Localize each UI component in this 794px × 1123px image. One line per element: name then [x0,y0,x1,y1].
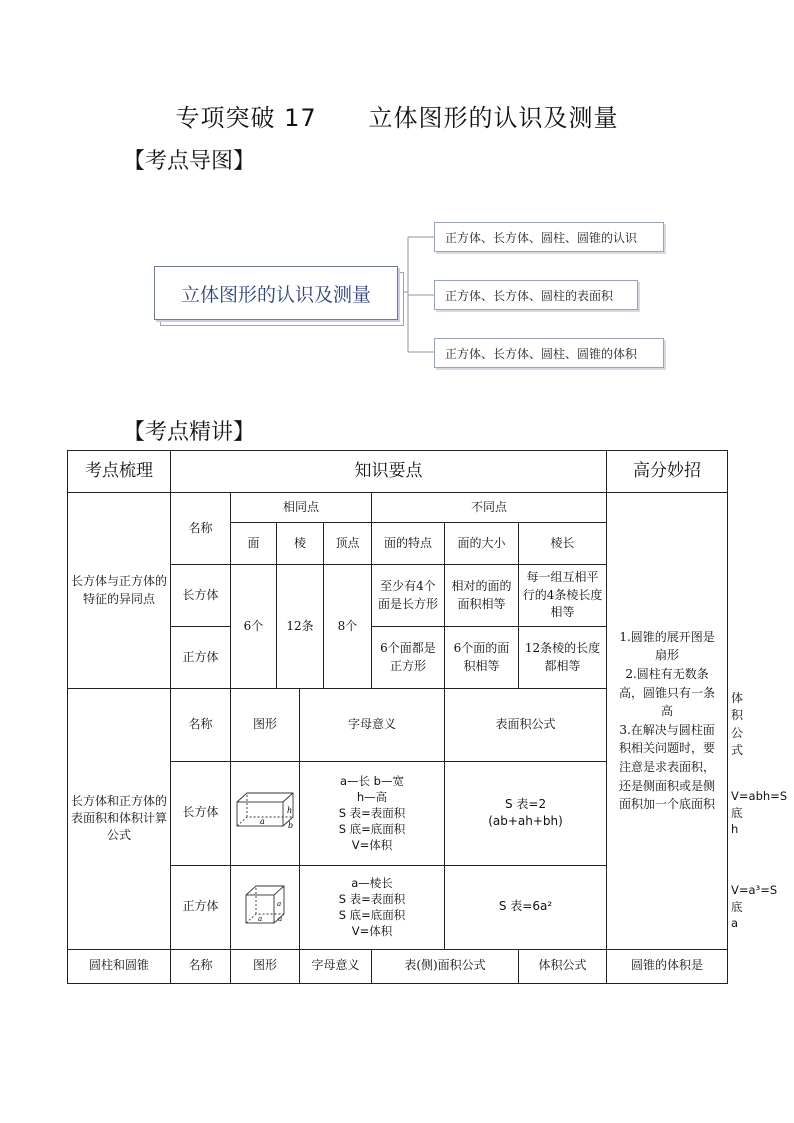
sec2-col-area: 表面积公式 [445,689,607,762]
sec1-same-header: 相同点 [231,493,372,523]
sec1-diff-header: 不同点 [372,493,607,523]
sec3-col-volume: 体积公式 [519,949,607,983]
cube-meanings [300,865,445,949]
cube-figure-svg [242,882,288,926]
fig-label: a [260,817,265,827]
row-name: 正方体 [171,627,231,689]
area-line: (ab+ah+bh) [488,814,563,829]
meaning-line: S 底=底面积 [338,822,406,837]
sec2-col-figure: 图形 [231,689,300,762]
row-name: 长方体 [171,565,231,627]
mindmap-connectors [0,0,794,400]
cuboid-area [445,761,607,865]
col-face: 面 [231,523,277,565]
header-knowledge: 知识要点 [171,451,607,493]
header-tips: 高分妙招 [607,451,728,493]
cell-edge: 12条棱的长度都相等 [519,627,607,689]
col-edge: 棱 [277,523,324,565]
meaning-line: S 底=底面积 [338,908,406,923]
sec2-col-name: 名称 [171,689,231,762]
header-points: 考点梳理 [68,451,171,493]
fig-label: a [258,915,263,924]
meaning-line: S 表=表面积 [338,891,406,906]
sec3-col-meaning: 字母意义 [300,949,372,983]
sec1-label: 长方体与正方体的特征的异同点 [68,493,171,689]
shared-edges: 12条 [277,565,324,689]
meaning-line: a—棱长 [351,875,393,890]
meaning-line: V=体积 [351,838,393,853]
col-face-feature: 面的特点 [372,523,445,565]
meaning-line: V=体积 [351,924,393,939]
col-face-size: 面的大小 [445,523,519,565]
mindmap-branch: 正方体、长方体、圆柱、圆锥的认识 [434,222,664,252]
meaning-line: S 表=表面积 [338,806,406,821]
shared-vertices: 8个 [324,565,372,689]
col-vertex: 顶点 [324,523,372,565]
sec3-label: 圆柱和圆锥 [68,949,171,983]
cube-area: S 表=6a² [445,865,607,949]
sec3-col-figure: 图形 [231,949,300,983]
cube-name: 正方体 [171,865,231,949]
fig-label: b [288,821,294,831]
mindmap-root: 立体图形的认识及测量 [154,266,398,320]
sec3-col-name: 名称 [171,949,231,983]
cuboid-meanings [300,761,445,865]
cube-figure [231,865,300,949]
sec2-col-meaning: 字母意义 [300,689,445,762]
meaning-line: a—长 b—宽 [339,773,404,788]
meaning-line: h—高 [356,789,388,804]
sec3-col-area: 表(侧)面积公式 [372,949,519,983]
sec3-tip: 圆锥的体积是 [607,949,728,983]
knowledge-table: 考点梳理 知识要点 高分妙招 长方体与正方体的特征的异同点 名称 相同点 不同点 1.圆锥的展开图是扇形 2.圆柱有无数条高，圆锥只有一条高 3.在解决与圆柱面积相关问题时，要注意是求表面积，还是侧面积或是侧面积加一个底面积 面 棱 顶点 面的特点 面的大小 棱长 长方体 6个 12条 8个 至少有4个面是长方形 相对的面的面积相等 每一组互相平行的4条棱长度相等 正方体 6个面都是正方形 6个面的面积相等 12条棱的长度都相等 长方体和正方体的表面积和体积计算公式 名称 图形 字母意义 表面积公式 体积公式 长方体 a b h a—长 b—宽 h—高 S 表=表面积 S 底=底面积 V=体积 S 表=2 (ab+ah+bh) V=abh=S 底 h 正方体 a a a a—棱长 S 表=表面积 S 底=底面积 V=体积 S 表=6a² V=a³=S 底 a 圆柱和圆锥 名称 图形 字母意义 表(侧)面积公式 体积公式 圆锥的体积是 [67,450,728,984]
fig-label: a [278,915,283,924]
guide-heading: 【考点导图】 [123,149,256,174]
sec1-name-header: 名称 [171,493,231,565]
mindmap-branch: 正方体、长方体、圆柱的表面积 [434,280,638,310]
cell-edge: 每一组互相平行的4条棱长度相等 [519,565,607,627]
page-title: 专项突破 17 立体图形的认识及测量 [175,104,619,132]
cell-feature: 至少有4个面是长方形 [372,565,445,627]
fig-label: h [287,806,293,816]
detail-heading: 【考点精讲】 [123,420,256,445]
tips-cell: 1.圆锥的展开图是扇形 2.圆柱有无数条高，圆锥只有一条高 3.在解决与圆柱面积相关问题时，要注意是求表面积，还是侧面积或是侧面积加一个底面积 [607,493,728,950]
mindmap-branch: 正方体、长方体、圆柱、圆锥的体积 [434,338,664,368]
sec2-label: 长方体和正方体的表面积和体积计算公式 [68,689,171,950]
area-line: S 表=2 [504,796,547,811]
cell-feature: 6个面都是正方形 [372,627,445,689]
cell-size: 6个面的面积相等 [445,627,519,689]
col-edge-length: 棱长 [519,523,607,565]
cuboid-figure [231,761,300,865]
cell-size: 相对的面的面积相等 [445,565,519,627]
cuboid-name: 长方体 [171,761,231,865]
fig-label: a [277,900,282,909]
cuboid-figure-svg [234,788,296,832]
shared-faces: 6个 [231,565,277,689]
